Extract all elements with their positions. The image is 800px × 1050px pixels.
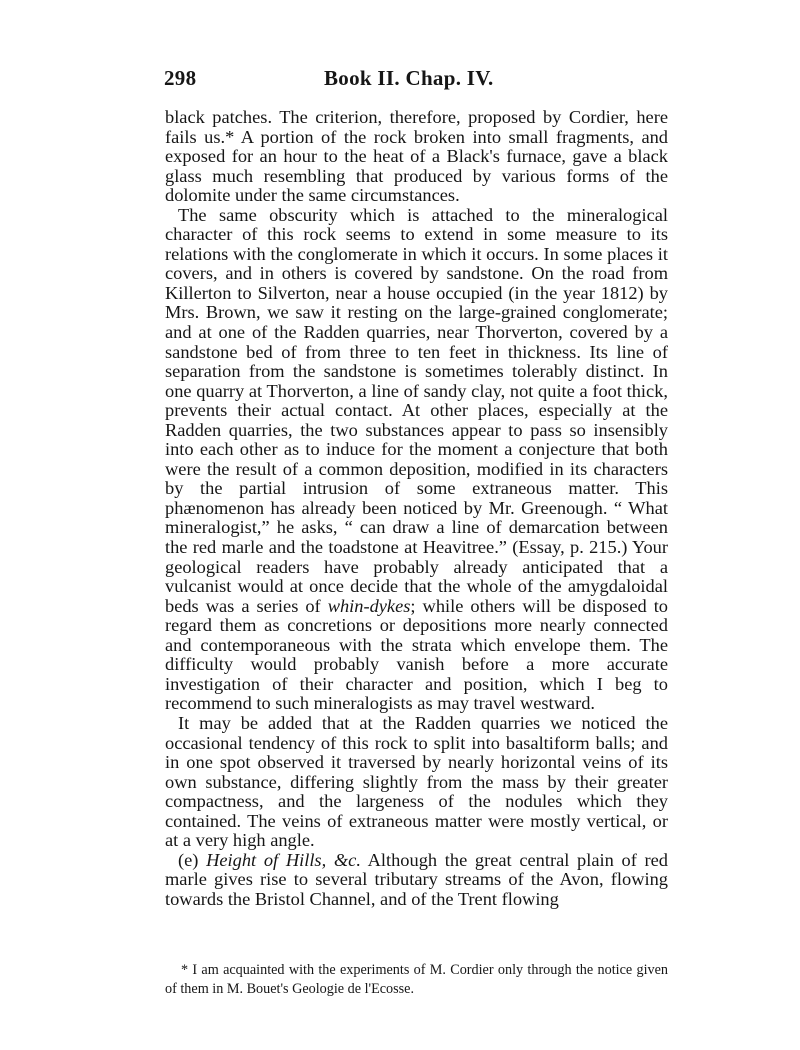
footnote bbox=[165, 961, 668, 1000]
section-label: (e) bbox=[178, 849, 199, 870]
paragraph-height-of-hills bbox=[165, 851, 668, 910]
whin-dykes-term: whin-dykes bbox=[327, 595, 411, 616]
section-text: Although the great central plain of red marle gives rise to several tributary streams of the Avon, flowing towards the Bristol Channel, and of the Trent flowing bbox=[165, 849, 668, 909]
running-head: Book II. Chap. IV. bbox=[324, 66, 494, 90]
paragraph-continued: black patches. The criterion, therefore, proposed by Cordier, here fails us.* A portion of the rock broken into small fragments, and exposed for an hour to the heat of a Black's furnace, gave a black glass much resembling that produced by various forms of the dolomite under the same circumstances. bbox=[165, 107, 668, 206]
paragraph-radden-quarries: It may be added that at the Radden quarries we noticed the occasional tendency of this rock to split into basaltiform balls; and in one spot observed it traversed by nearly horizontal veins of its own substance, differing slightly from the mass by their greater compactness, and the largeness of the nodules which they contained. The veins of extraneous matter were mostly vertical, or at a very high angle. bbox=[165, 712, 668, 851]
page-number: 298 bbox=[164, 66, 197, 90]
paragraph-obscurity-text-a: The same obscurity which is attached to the mineralogical character of this rock seems to extend in some measure to its relations with the conglomerate in which it occurs. In some places it covers, and in others is covered by sandstone. On the road from Killerton to Silverton, near a house occupied (in the year 1812) by Mrs. Brown, we saw it resting on the large-grained conglomerate; and at one of the Radden quarries, near Thorverton, covered by a sandstone bed of from three to ten feet in thickness. Its line of separation from the sandstone is sometimes tolerably distinct. In one quarry at Thorverton, a line of sandy clay, not quite a foot thick, prevents their actual contact. At other places, especially at the Radden quarries, the two substances appear to pass so insensibly into each other as to induce for the moment a conjecture that both were the result of a common deposition, modified in its characters by the partial intrusion of some extraneous matter. This phænomenon has already been noticed by Mr. Greenough. “ What mineralogist,” he asks, “ can draw a line of demarcation between the red marle and the toadstone at Heavitree.” (Essay, p. 215.) Your geological readers have probably already anticipated that a vulcanist would at once decide that the whole of the amygdaloidal beds was a series of bbox=[165, 204, 668, 616]
section-heading: Height of Hills, &c. bbox=[206, 849, 361, 870]
page-header bbox=[164, 66, 669, 96]
paragraph-obscurity bbox=[165, 206, 668, 714]
paragraph-obscurity-text-b: ; while others will be disposed to regard them as concretions or depositions more nearly connected and contemporaneous with the strata which envelope them. The difficulty would probably vanish before a more accurate investigation of their character and position, which I beg to recommend to such mineralogists as may travel westward. bbox=[165, 595, 668, 714]
footnote-text: * I am acquainted with the experiments of M. Cordier only through the notice given of them in M. Bouet's Geologie de l'Ecosse. bbox=[165, 962, 668, 998]
body-text bbox=[165, 108, 668, 909]
